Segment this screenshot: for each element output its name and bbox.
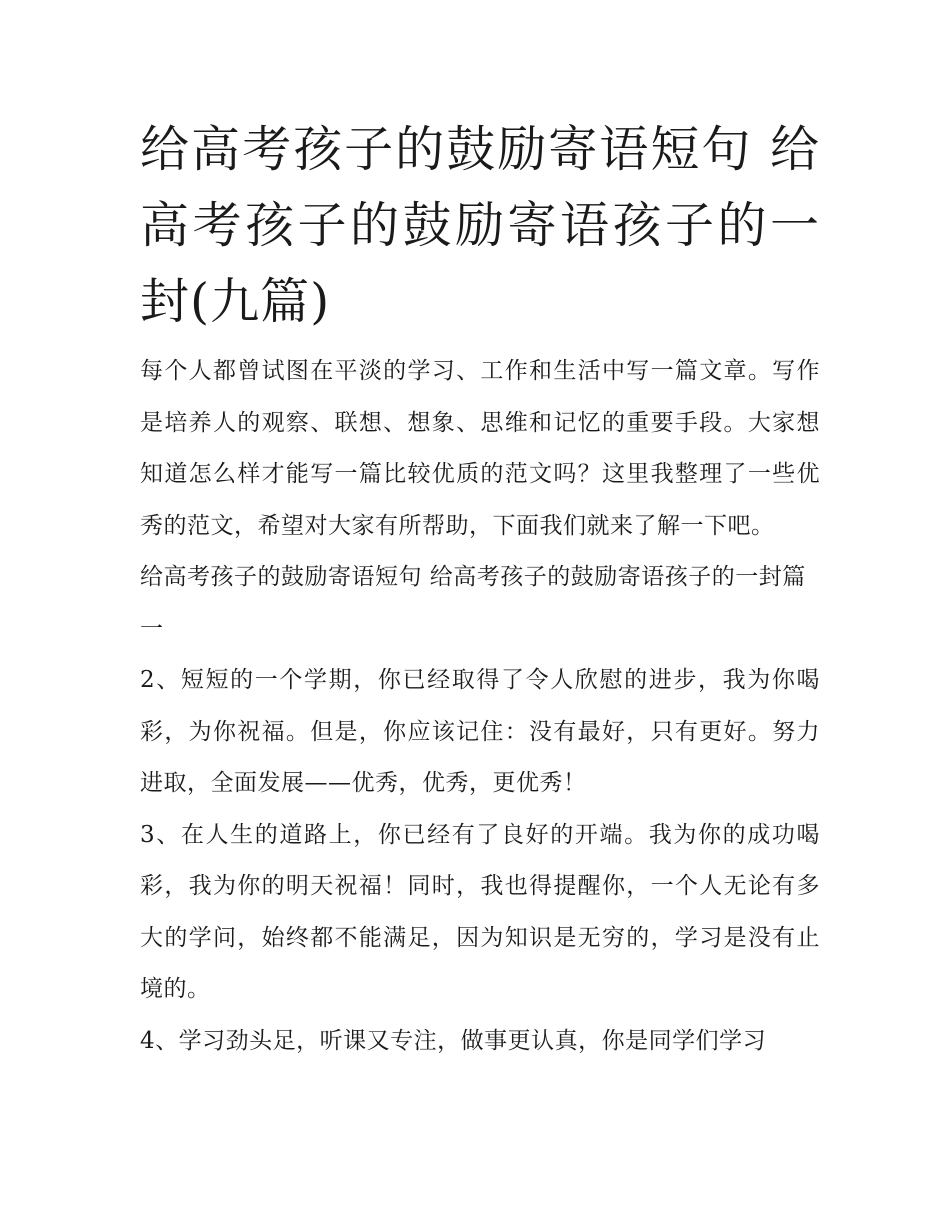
list-item: 4、学习劲头足，听课又专注，做事更认真，你是同学们学习 — [140, 1027, 767, 1054]
document-title: 给高考孩子的鼓励寄语短句 给高考孩子的鼓励寄语孩子的一封(九篇) — [140, 121, 820, 330]
document-body — [140, 112, 820, 1067]
list-item: 2、短短的一个学期，你已经取得了令人欣慰的进步，我为你喝彩，为你祝福。但是，你应该记住：没有最好，只有更好。努力进取，全面发展——优秀，优秀，更优秀！ — [140, 667, 820, 796]
intro-paragraph: 每个人都曾试图在平淡的学习、工作和生活中写一篇文章。写作是培养人的观察、联想、想象、思维和记忆的重要手段。大家想知道怎么样才能写一篇比较优质的范文吗？这里我整理了一些优秀的范文，希望对大家有所帮助，下面我们就来了解一下吧。 — [140, 358, 820, 539]
section-heading: 给高考孩子的鼓励寄语短句 给高考孩子的鼓励寄语孩子的一封篇一 — [140, 564, 806, 642]
list-item: 3、在人生的道路上，你已经有了良好的开端。我为你的成功喝彩，我为你的明天祝福！同时，我也得提醒你，一个人无论有多大的学问，始终都不能满足，因为知识是无穷的，学习是没有止境的。 — [140, 821, 820, 1002]
